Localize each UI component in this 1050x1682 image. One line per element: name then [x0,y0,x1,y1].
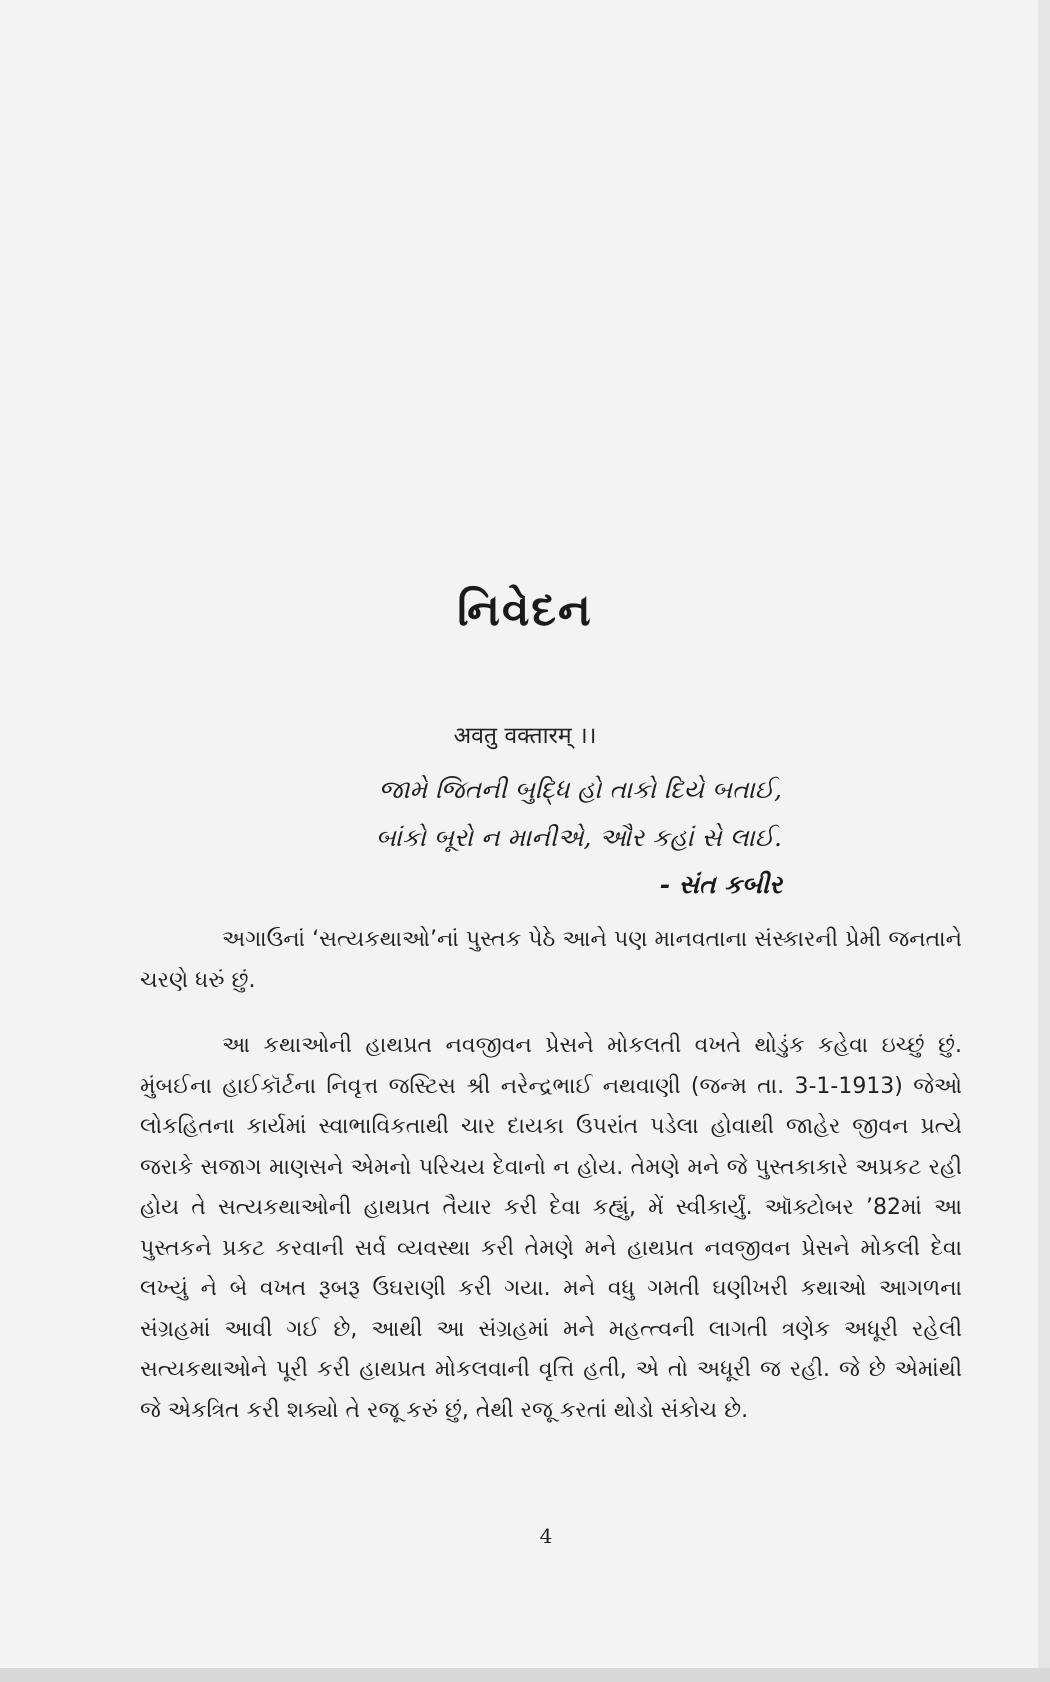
paragraph-1: અગાઉનાં ‘સત્યકથાઓ’નાં પુસ્તક પેઠે આને પણ માનવતાના સંસ્કારની પ્રેમી જનતાને ચરણે ધરું છું. [140,927,962,993]
page-title: નિવેદન [457,585,593,636]
paragraph-2: આ કથાઓની હાથપ્રત નવજીવન પ્રેસને મોકલતી વખતે થોડુંક કહેવા ઇચ્છું છું. મુંબઈના હાઈકૉર્ટના નિવૃત્ત જસ્ટિસ શ્રી નરેન્દ્રભાઈ નથવાણી (જન્મ તા. 3-1-1913) જેઓ લોકહિતના કાર્યમાં સ્વાભાવિકતાથી ચાર દાયકા ઉપરાંત પડેલા હોવાથી જાહેર જીવન પ્રત્યે જરાકે સજાગ માણસને એમનો પરિચય દેવાનો ન હોય. તેમણે મને જે પુસ્તકાકારે અપ્રકટ રહી હોય તે સત્યકથાઓની હાથપ્રત તૈયાર કરી દેવા કહ્યું, મેં સ્વીકાર્યું. ઑક્ટોબર ’82માં આ પુસ્તકને પ્રકટ કરવાની સર્વ વ્યવસ્થા કરી તેમણે મને હાથપ્રત નવજીવન પ્રેસને મોકલી દેવા લખ્યું ને બે વખત રૂબરૂ ઉઘરાણી કરી ગયા. મને વધુ ગમતી ઘણીખરી કથાઓ આગળના સંગ્રહમાં આવી ગઈ છે, આથી આ સંગ્રહમાં મને મહત્ત્વની લાગતી ત્રણેક અધૂરી રહેલી સત્યકથાઓને પૂરી કરી હાથપ્રત મોકલવાની વૃત્તિ હતી, એ તો અધૂરી જ રહી. જે છે એમાંથી જે એકત્રિત કરી શક્યો તે રજૂ કરું છું, તેથી રજૂ કરતાં થોડો સંકોચ છે. [140,1033,962,1423]
page-edge-right [1038,0,1050,1682]
page-edge-bottom [0,1668,1050,1682]
epigraph-sanskrit: अवतु वक्तारम् ।। [453,723,597,749]
epigraph-verse-line-1: જામે જિતની બુદ્ધિ હો તાકો દિયે બતાઈ, [378,775,782,804]
epigraph-verse-line-2: બાંકો બૂરો ન માનીએ, ઔર કહાં સે લાઈ. [375,823,782,852]
epigraph-attribution: - સંત કબીર [659,870,782,899]
page-number: 4 [539,1524,553,1548]
